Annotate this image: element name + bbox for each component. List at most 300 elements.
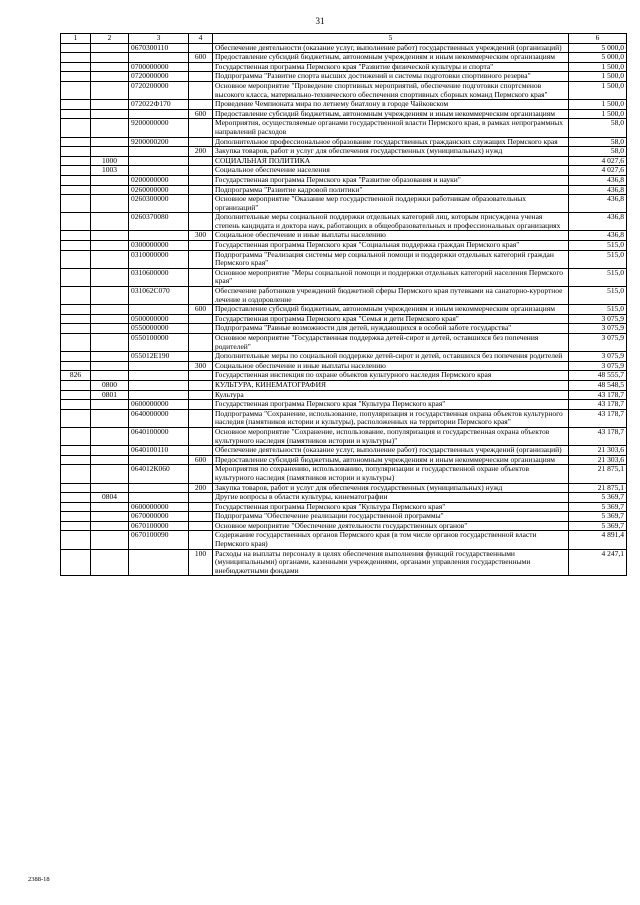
table-row xyxy=(61,62,627,72)
cell-expense-type xyxy=(189,72,213,82)
cell-description: Предоставление субсидий бюджетным, автономным учреждениям и иным некоммерческим организациям xyxy=(213,455,569,465)
table-row xyxy=(61,427,627,445)
cell-expense-type: 100 xyxy=(189,549,213,576)
header-col-4: 4 xyxy=(189,34,213,44)
cell-expense-type xyxy=(189,175,213,185)
cell-target-item: 0670100000 xyxy=(129,521,189,531)
cell-description: Закупка товаров, работ и услуг для обеспечения государственных (муниципальных) нужд xyxy=(213,147,569,157)
cell-target-item: 072022Ф170 xyxy=(129,100,189,110)
cell-section-code xyxy=(91,314,129,324)
cell-expense-type xyxy=(189,213,213,231)
cell-description: Предоставление субсидий бюджетным, автономным учреждениям и иным некоммерческим организациям xyxy=(213,305,569,315)
cell-section-code: 1003 xyxy=(91,166,129,176)
cell-section-code xyxy=(91,361,129,371)
cell-description: Обеспечение работников учреждений бюджетной сферы Пермского края путевками на санаторно-курортное лечение и оздоровление xyxy=(213,287,569,305)
cell-admin-code xyxy=(61,231,91,241)
cell-section-code xyxy=(91,147,129,157)
cell-description: Социальное обеспечение и иные выплаты населению xyxy=(213,231,569,241)
cell-description: Государственная программа Пермского края "Развитие образования и науки" xyxy=(213,175,569,185)
cell-admin-code xyxy=(61,400,91,410)
cell-section-code xyxy=(91,502,129,512)
cell-admin-code xyxy=(61,549,91,576)
cell-amount: 1 500,0 xyxy=(569,81,627,99)
cell-amount: 43 178,7 xyxy=(569,400,627,410)
cell-admin-code xyxy=(61,109,91,119)
table-row xyxy=(61,43,627,53)
header-col-3: 3 xyxy=(129,34,189,44)
cell-target-item: 0600000000 xyxy=(129,400,189,410)
cell-expense-type xyxy=(189,324,213,334)
cell-expense-type: 200 xyxy=(189,147,213,157)
cell-description: Дополнительное профессиональное образование государственных гражданских служащих Пермского края xyxy=(213,137,569,147)
cell-section-code xyxy=(91,324,129,334)
cell-admin-code xyxy=(61,100,91,110)
cell-section-code xyxy=(91,483,129,493)
cell-amount: 1 500,0 xyxy=(569,109,627,119)
cell-expense-type: 600 xyxy=(189,109,213,119)
cell-amount: 5 000,0 xyxy=(569,43,627,53)
cell-description: Социальное обеспечение населения xyxy=(213,166,569,176)
table-row xyxy=(61,305,627,315)
table-row xyxy=(61,400,627,410)
cell-target-item: 0310600000 xyxy=(129,268,189,286)
cell-expense-type xyxy=(189,119,213,137)
cell-amount: 5 369,7 xyxy=(569,493,627,503)
cell-expense-type xyxy=(189,287,213,305)
cell-target-item xyxy=(129,361,189,371)
cell-admin-code xyxy=(61,465,91,483)
cell-target-item: 031062С070 xyxy=(129,287,189,305)
cell-description: Основное мероприятие "Государственная поддержка детей-сирот и детей, оставшихся без попечения родителей" xyxy=(213,334,569,352)
cell-admin-code xyxy=(61,72,91,82)
cell-description: Подпрограмма "Равные возможности для детей, нуждающихся в особой заботе государства" xyxy=(213,324,569,334)
cell-admin-code xyxy=(61,483,91,493)
cell-amount: 21 875,1 xyxy=(569,465,627,483)
cell-admin-code xyxy=(61,390,91,400)
cell-admin-code xyxy=(61,195,91,213)
cell-expense-type xyxy=(189,380,213,390)
cell-expense-type xyxy=(189,446,213,456)
cell-amount: 436,8 xyxy=(569,185,627,195)
cell-admin-code xyxy=(61,521,91,531)
footer-code: 2388-18 xyxy=(28,876,50,883)
cell-description: Содержание государственных органов Пермского края (в том числе органов государственной власти Пермского края) xyxy=(213,531,569,549)
table-row xyxy=(61,231,627,241)
cell-section-code xyxy=(91,53,129,63)
cell-section-code xyxy=(91,352,129,362)
cell-expense-type xyxy=(189,241,213,251)
cell-expense-type xyxy=(189,195,213,213)
cell-section-code xyxy=(91,305,129,315)
cell-section-code xyxy=(91,465,129,483)
cell-admin-code xyxy=(61,380,91,390)
cell-amount: 5 000,0 xyxy=(569,53,627,63)
table-body xyxy=(61,43,627,576)
cell-amount: 58,0 xyxy=(569,137,627,147)
cell-admin-code xyxy=(61,213,91,231)
cell-section-code xyxy=(91,195,129,213)
cell-description: Социальное обеспечение и иные выплаты населению xyxy=(213,361,569,371)
cell-description: Проведение Чемпионата мира по летнему биатлону в городе Чайковском xyxy=(213,100,569,110)
cell-target-item xyxy=(129,455,189,465)
cell-expense-type xyxy=(189,156,213,166)
table-row xyxy=(61,185,627,195)
cell-expense-type xyxy=(189,400,213,410)
cell-target-item: 9200000200 xyxy=(129,137,189,147)
cell-expense-type: 300 xyxy=(189,231,213,241)
cell-amount: 3 075,9 xyxy=(569,334,627,352)
cell-admin-code xyxy=(61,156,91,166)
table-row xyxy=(61,81,627,99)
cell-admin-code xyxy=(61,43,91,53)
cell-amount: 4 247,1 xyxy=(569,549,627,576)
cell-description: Закупка товаров, работ и услуг для обеспечения государственных (муниципальных) нужд xyxy=(213,483,569,493)
cell-description: Государственная программа Пермского края "Социальная поддержка граждан Пермского края" xyxy=(213,241,569,251)
cell-section-code xyxy=(91,371,129,381)
cell-admin-code xyxy=(61,137,91,147)
cell-section-code: 0801 xyxy=(91,390,129,400)
cell-description: Основное мероприятие "Сохранение, использование, популяризация и государственная охрана объектов культурного наследия (памятников истории и культуры)" xyxy=(213,427,569,445)
cell-target-item xyxy=(129,390,189,400)
cell-target-item: 0640100110 xyxy=(129,446,189,456)
cell-admin-code xyxy=(61,446,91,456)
cell-admin-code xyxy=(61,334,91,352)
cell-expense-type xyxy=(189,502,213,512)
cell-expense-type xyxy=(189,250,213,268)
cell-target-item: 0640000000 xyxy=(129,409,189,427)
cell-amount: 515,0 xyxy=(569,305,627,315)
cell-description: Государственная программа Пермского края "Культура Пермского края" xyxy=(213,502,569,512)
table-row xyxy=(61,147,627,157)
cell-amount: 5 369,7 xyxy=(569,512,627,522)
table-row xyxy=(61,324,627,334)
table-row xyxy=(61,352,627,362)
cell-section-code xyxy=(91,250,129,268)
cell-expense-type xyxy=(189,531,213,549)
cell-amount: 21 303,6 xyxy=(569,446,627,456)
cell-section-code: 1000 xyxy=(91,156,129,166)
table-row xyxy=(61,137,627,147)
cell-expense-type xyxy=(189,81,213,99)
cell-target-item: 0720000000 xyxy=(129,72,189,82)
header-col-1: 1 xyxy=(61,34,91,44)
cell-target-item: 0720200000 xyxy=(129,81,189,99)
cell-target-item: 0260300000 xyxy=(129,195,189,213)
cell-target-item: 0260000000 xyxy=(129,185,189,195)
cell-description: Предоставление субсидий бюджетным, автономным учреждениям и иным некоммерческим организациям xyxy=(213,109,569,119)
cell-amount: 58,0 xyxy=(569,147,627,157)
cell-section-code xyxy=(91,521,129,531)
table-row xyxy=(61,361,627,371)
cell-admin-code xyxy=(61,314,91,324)
cell-description: Подпрограмма "Сохранение, использование, популяризация и государственная охрана объектов культурного наследия (памятников истории и культуры), расположенных на территории Пермского края" xyxy=(213,409,569,427)
cell-description: Основное мероприятие "Меры социальной помощи и поддержки отдельных категорий населения Пермского края" xyxy=(213,268,569,286)
cell-section-code: 0804 xyxy=(91,493,129,503)
cell-description: Подпрограмма "Реализация системы мер социальной помощи и поддержки отдельных категорий граждан Пермского края" xyxy=(213,250,569,268)
cell-admin-code xyxy=(61,250,91,268)
cell-admin-code xyxy=(61,147,91,157)
cell-section-code xyxy=(91,231,129,241)
cell-amount: 3 075,9 xyxy=(569,324,627,334)
cell-admin-code: 826 xyxy=(61,371,91,381)
cell-expense-type xyxy=(189,137,213,147)
table-row xyxy=(61,409,627,427)
cell-admin-code xyxy=(61,305,91,315)
table-row xyxy=(61,521,627,531)
cell-section-code xyxy=(91,185,129,195)
cell-section-code: 0800 xyxy=(91,380,129,390)
cell-target-item: 055012Е190 xyxy=(129,352,189,362)
cell-target-item: 0260370080 xyxy=(129,213,189,231)
cell-target-item: 0310000000 xyxy=(129,250,189,268)
cell-description: КУЛЬТУРА, КИНЕМАТОГРАФИЯ xyxy=(213,380,569,390)
cell-admin-code xyxy=(61,119,91,137)
table-row xyxy=(61,455,627,465)
table-row xyxy=(61,512,627,522)
cell-expense-type: 600 xyxy=(189,305,213,315)
table-row xyxy=(61,119,627,137)
table-row xyxy=(61,549,627,576)
cell-admin-code xyxy=(61,175,91,185)
cell-section-code xyxy=(91,72,129,82)
cell-target-item: 0550000000 xyxy=(129,324,189,334)
cell-amount: 4 027,6 xyxy=(569,156,627,166)
cell-description: Государственная программа Пермского края "Семья и дети Пермского края" xyxy=(213,314,569,324)
cell-amount: 436,8 xyxy=(569,195,627,213)
cell-section-code xyxy=(91,512,129,522)
page-number: 31 xyxy=(315,16,325,26)
cell-description: Основное мероприятие "Обеспечение деятельности государственных органов" xyxy=(213,521,569,531)
header-col-6: 6 xyxy=(569,34,627,44)
cell-expense-type xyxy=(189,390,213,400)
cell-expense-type xyxy=(189,409,213,427)
cell-section-code xyxy=(91,109,129,119)
cell-description: Дополнительные меры по социальной поддержке детей-сирот и детей, оставшихся без попечения родителей xyxy=(213,352,569,362)
cell-target-item: 0670300110 xyxy=(129,43,189,53)
cell-admin-code xyxy=(61,166,91,176)
cell-description: Подпрограмма "Развитие спорта высших достижений и системы подготовки спортивного резерва" xyxy=(213,72,569,82)
cell-expense-type xyxy=(189,314,213,324)
cell-expense-type xyxy=(189,334,213,352)
cell-expense-type: 600 xyxy=(189,53,213,63)
table-row xyxy=(61,175,627,185)
cell-amount: 3 075,9 xyxy=(569,352,627,362)
cell-admin-code xyxy=(61,531,91,549)
cell-section-code xyxy=(91,213,129,231)
table-row xyxy=(61,390,627,400)
cell-admin-code xyxy=(61,241,91,251)
cell-expense-type xyxy=(189,43,213,53)
cell-expense-type: 200 xyxy=(189,483,213,493)
cell-amount: 48 548,5 xyxy=(569,380,627,390)
cell-amount: 48 555,7 xyxy=(569,371,627,381)
cell-amount: 515,0 xyxy=(569,241,627,251)
cell-section-code xyxy=(91,334,129,352)
cell-admin-code xyxy=(61,455,91,465)
cell-description: Мероприятия по сохранению, использованию, популяризации и государственной охране объектов культурного наследия (памятников истории и культуры) xyxy=(213,465,569,483)
cell-description: Основное мероприятие "Проведение спортивных мероприятий, обеспечение подготовки спортсменов высокого класса, материально-технического обеспечения спортивных сборных команд Пермского края" xyxy=(213,81,569,99)
cell-admin-code xyxy=(61,62,91,72)
table-row xyxy=(61,446,627,456)
cell-target-item xyxy=(129,53,189,63)
table-row xyxy=(61,241,627,251)
header-col-2: 2 xyxy=(91,34,129,44)
cell-admin-code xyxy=(61,352,91,362)
cell-description: Расходы на выплаты персоналу в целях обеспечения выполнения функций государственными (муниципальными) органами, казенными учреждениями, органами управления государственными внебюджетными фондами xyxy=(213,549,569,576)
cell-description: Мероприятия, осуществляемые органами государственной власти Пермского края, в рамках непрограммных направлений расходов xyxy=(213,119,569,137)
cell-admin-code xyxy=(61,409,91,427)
cell-expense-type xyxy=(189,427,213,445)
cell-admin-code xyxy=(61,361,91,371)
cell-description: Культура xyxy=(213,390,569,400)
cell-target-item: 0670100090 xyxy=(129,531,189,549)
cell-target-item xyxy=(129,380,189,390)
cell-section-code xyxy=(91,427,129,445)
cell-section-code xyxy=(91,409,129,427)
cell-expense-type xyxy=(189,493,213,503)
table-row xyxy=(61,380,627,390)
cell-amount: 43 178,7 xyxy=(569,409,627,427)
cell-description: Подпрограмма "Обеспечение реализации государственной программы" xyxy=(213,512,569,522)
table-row xyxy=(61,53,627,63)
cell-admin-code xyxy=(61,493,91,503)
cell-target-item: 0600000000 xyxy=(129,502,189,512)
table-header-row xyxy=(61,34,627,44)
cell-description: Подпрограмма "Развитие кадровой политики" xyxy=(213,185,569,195)
cell-section-code xyxy=(91,100,129,110)
table-row xyxy=(61,493,627,503)
cell-description: Государственная инспекция по охране объектов культурного наследия Пермского края xyxy=(213,371,569,381)
table-row xyxy=(61,166,627,176)
cell-target-item xyxy=(129,156,189,166)
cell-target-item xyxy=(129,493,189,503)
cell-amount: 1 500,0 xyxy=(569,72,627,82)
cell-amount: 436,8 xyxy=(569,231,627,241)
cell-target-item: 0500000000 xyxy=(129,314,189,324)
cell-description: Обеспечение деятельности (оказание услуг, выполнение работ) государственных учреждений (организаций) xyxy=(213,446,569,456)
table-row xyxy=(61,268,627,286)
cell-expense-type: 300 xyxy=(189,361,213,371)
cell-description: Предоставление субсидий бюджетным, автономным учреждениям и иным некоммерческим организациям xyxy=(213,53,569,63)
cell-expense-type xyxy=(189,100,213,110)
cell-target-item: 0550100000 xyxy=(129,334,189,352)
table-row xyxy=(61,465,627,483)
cell-admin-code xyxy=(61,502,91,512)
cell-admin-code xyxy=(61,268,91,286)
cell-admin-code xyxy=(61,185,91,195)
cell-target-item xyxy=(129,483,189,493)
budget-table xyxy=(60,33,627,576)
cell-target-item: 0700000000 xyxy=(129,62,189,72)
cell-expense-type xyxy=(189,465,213,483)
cell-target-item: 0640100000 xyxy=(129,427,189,445)
table-row xyxy=(61,287,627,305)
cell-target-item: 064012К060 xyxy=(129,465,189,483)
cell-target-item xyxy=(129,371,189,381)
cell-amount: 43 178,7 xyxy=(569,390,627,400)
table-row xyxy=(61,109,627,119)
cell-target-item: 0200000000 xyxy=(129,175,189,185)
cell-target-item: 9200000000 xyxy=(129,119,189,137)
cell-description: Государственная программа Пермского края "Развитие физической культуры и спорта" xyxy=(213,62,569,72)
table-row xyxy=(61,483,627,493)
cell-amount: 436,8 xyxy=(569,213,627,231)
table-row xyxy=(61,502,627,512)
cell-amount: 21 875,1 xyxy=(569,483,627,493)
table-row xyxy=(61,250,627,268)
cell-expense-type xyxy=(189,371,213,381)
cell-description: Дополнительные меры социальной поддержки отдельных категорий лиц, которым присуждена ученая степень кандидата и доктора наук, работающих в общеобразовательных и профессиональных организациях xyxy=(213,213,569,231)
cell-section-code xyxy=(91,268,129,286)
cell-amount: 4 027,6 xyxy=(569,166,627,176)
cell-amount: 5 369,7 xyxy=(569,521,627,531)
cell-target-item xyxy=(129,231,189,241)
cell-amount: 3 075,9 xyxy=(569,361,627,371)
cell-amount: 436,8 xyxy=(569,175,627,185)
table-row xyxy=(61,195,627,213)
cell-description: Основное мероприятие "Оказание мер государственной поддержки работникам образовательных организаций" xyxy=(213,195,569,213)
cell-amount: 1 500,0 xyxy=(569,62,627,72)
cell-expense-type xyxy=(189,166,213,176)
cell-amount: 58,0 xyxy=(569,119,627,137)
cell-expense-type xyxy=(189,512,213,522)
table-row xyxy=(61,314,627,324)
table-row xyxy=(61,156,627,166)
cell-section-code xyxy=(91,455,129,465)
cell-section-code xyxy=(91,241,129,251)
cell-section-code xyxy=(91,43,129,53)
table-row xyxy=(61,100,627,110)
cell-admin-code xyxy=(61,81,91,99)
cell-section-code xyxy=(91,400,129,410)
cell-target-item xyxy=(129,109,189,119)
cell-section-code xyxy=(91,175,129,185)
cell-description: Государственная программа Пермского края "Культура Пермского края" xyxy=(213,400,569,410)
cell-section-code xyxy=(91,446,129,456)
cell-admin-code xyxy=(61,324,91,334)
cell-description: СОЦИАЛЬНАЯ ПОЛИТИКА xyxy=(213,156,569,166)
table-row xyxy=(61,213,627,231)
cell-amount: 515,0 xyxy=(569,287,627,305)
table-row xyxy=(61,72,627,82)
cell-expense-type xyxy=(189,268,213,286)
cell-section-code xyxy=(91,81,129,99)
cell-target-item xyxy=(129,305,189,315)
cell-amount: 43 178,7 xyxy=(569,427,627,445)
cell-target-item xyxy=(129,147,189,157)
cell-description: Обеспечение деятельности (оказание услуг, выполнение работ) государственных учреждений (организаций) xyxy=(213,43,569,53)
cell-section-code xyxy=(91,137,129,147)
cell-expense-type: 600 xyxy=(189,455,213,465)
cell-expense-type xyxy=(189,521,213,531)
cell-expense-type xyxy=(189,62,213,72)
cell-admin-code xyxy=(61,53,91,63)
cell-amount: 1 500,0 xyxy=(569,100,627,110)
cell-expense-type xyxy=(189,185,213,195)
cell-section-code xyxy=(91,119,129,137)
cell-amount: 21 303,6 xyxy=(569,455,627,465)
cell-target-item xyxy=(129,166,189,176)
cell-amount: 4 891,4 xyxy=(569,531,627,549)
header-col-5: 5 xyxy=(213,34,569,44)
cell-amount: 3 075,9 xyxy=(569,314,627,324)
cell-target-item: 0300000000 xyxy=(129,241,189,251)
cell-section-code xyxy=(91,287,129,305)
cell-amount: 515,0 xyxy=(569,268,627,286)
cell-amount: 515,0 xyxy=(569,250,627,268)
cell-expense-type xyxy=(189,352,213,362)
cell-description: Другие вопросы в области культуры, кинематографии xyxy=(213,493,569,503)
